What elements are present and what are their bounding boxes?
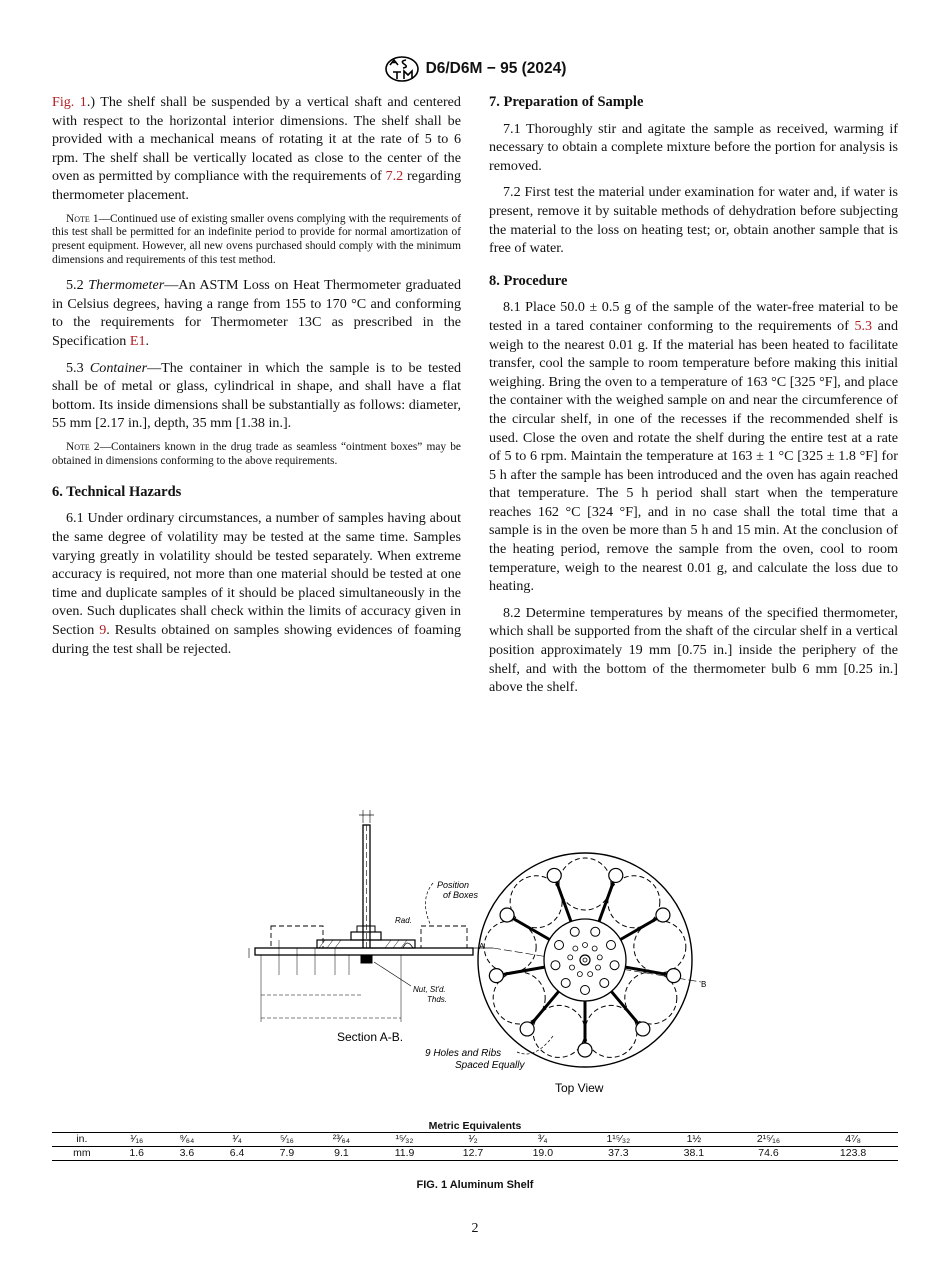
metric-equivalents-table <box>52 1132 898 1161</box>
shelf-rib <box>530 991 559 1025</box>
inner-hole <box>570 965 575 970</box>
paragraph-5-1-continued: Fig. 1.) The shelf shall be suspended by a vertical shaft and centered with respect to the horizontal interior dimensions. The shelf shall be provided with a mechanical means of rotating it at the rate of 5 to 6 rpm. The shelf shall be vertically located as close to the center of the oven as permitted by compliance with the requirements of 7.2 regarding thermometer placement. <box>52 94 461 203</box>
paragraph-7-1: 7.1 Thoroughly stir and agitate the sample as received, warming if necessary to obtain a complete mixture before the portion for analysis is removed. <box>489 120 898 174</box>
inch-cell: ¹⁄₁₆ <box>112 1133 162 1147</box>
mm-cell: 1.6 <box>129 1147 145 1159</box>
shelf-hole <box>520 1022 534 1036</box>
link-5-3[interactable]: 5.3 <box>854 317 873 334</box>
link-7-2[interactable]: 7.2 <box>385 168 404 185</box>
right-column <box>489 93 898 705</box>
label-thds: Thds. <box>427 995 448 1004</box>
inch-cell: 1½ <box>659 1133 729 1147</box>
top-view-labels <box>425 1048 604 1095</box>
label-nine-holes: 9 Holes and Ribs <box>425 1048 502 1059</box>
inch-cell: 1¹⁵⁄₃₂ <box>578 1133 659 1147</box>
inch-cell: ²³⁄₆₄ <box>312 1133 371 1147</box>
inch-cell: 2¹⁵⁄₁₆ <box>729 1133 808 1147</box>
paragraph-5-2: 5.2 Thermometer—An ASTM Loss on Heat Thermometer graduated in Celsius degrees, having a range from 155 to 170 °C and conforming to the requirements for Thermometer 13C as prescribed in the Specification E1. <box>52 277 461 349</box>
note-1-label: Note 1 <box>66 212 99 225</box>
hub-hole <box>551 961 560 970</box>
hub-hole <box>570 927 579 936</box>
shelf-hole <box>656 908 670 922</box>
mm-cell: 37.3 <box>608 1147 629 1159</box>
inner-hole <box>568 955 573 960</box>
hub-hole <box>581 986 590 995</box>
astm-logo-icon <box>384 56 420 82</box>
shelf-hole <box>636 1022 650 1036</box>
aluminum-shelf-figure <box>235 790 715 1105</box>
inch-cell: ¹⁵⁄₃₂ <box>371 1133 438 1147</box>
inner-hole <box>597 955 602 960</box>
paragraph-5-3: 5.3 Container—The container in which the sample is to be tested shall be of metal or glass, cylindrical in shape, and shall have a flat bottom. Its inside dimensions shall be substantially as follows: diameter, 55 mm [2.17 in.], depth, 35 mm [1.38 in.]. <box>52 359 462 432</box>
mm-cell: 19.0 <box>532 1147 554 1159</box>
shelf-hole <box>489 969 503 983</box>
shelf-rib <box>511 917 550 940</box>
inches-row <box>52 1133 898 1147</box>
shelf-rib <box>621 917 660 940</box>
link-fig-1[interactable]: Fig. 1 <box>52 94 87 110</box>
figure-caption: FIG. 1 Aluminum Shelf <box>416 1179 534 1191</box>
shelf-rib <box>500 967 544 975</box>
mm-cell: 7.9 <box>279 1147 295 1159</box>
inch-cell: ¹⁄₂ <box>438 1133 508 1147</box>
inch-cell: ⁵⁄₁₆ <box>262 1133 312 1147</box>
shelf-hole <box>578 1043 592 1057</box>
label-a: A <box>479 942 485 951</box>
inner-hole <box>583 943 588 948</box>
inner-hole <box>588 972 593 977</box>
heading-section-7: 7. Preparation of Sample <box>489 94 644 110</box>
inner-hole <box>595 965 600 970</box>
inch-cell: ³⁄₄ <box>508 1133 578 1147</box>
metric-equivalents-title: Metric Equivalents <box>428 1120 522 1132</box>
mm-cell: 12.7 <box>462 1147 484 1159</box>
mm-cell: 38.1 <box>683 1147 705 1159</box>
section-labels <box>337 880 706 1044</box>
page-number: 2 <box>471 1221 479 1236</box>
hub-hole <box>561 978 570 987</box>
top-view-drawing <box>478 853 701 1067</box>
mm-cell: 9.1 <box>334 1147 349 1159</box>
shelf-rib <box>556 879 571 921</box>
note-2-label: Note 2 <box>66 440 100 453</box>
mm-cell: 74.6 <box>758 1147 779 1159</box>
mm-row <box>52 1147 898 1161</box>
paragraph-8-1: 8.1 Place 50.0 ± 0.5 g of the sample of the water-free material to be tested in a tared container conforming to the requirements of 5.3 and weigh to the nearest 0.01 g. If the material has been heated to facilitate transfer, cool the sample to room temperature before making this initial weighing. Bring the oven to a temperature of 163 °C [325 °F], and place the container with the weighed sample on and near the circumference of the circular shelf, in one of the recesses if the recommended shelf is used. Close the oven and rotate the shelf during the entire test at a rate of 5 to 6 rpm. Maintain the temperature at 163 ± 1 °C [325 ± 1.8 °F] for 5 h after the sample has been introduced and the oven has again reached that temperature. The 5 h period shall start when the temperature reaches 162 °C [324 °F], and in no case shall the total time that a sample is in the oven be more than 5 h and 15 min. At the conclusion of the heating period, remove the sample from the oven, cool to room temperature, weigh to the nearest 0.01 g, and calculate the loss due to heating. <box>489 299 898 595</box>
hub-hole <box>610 961 619 970</box>
label-position: Position <box>437 880 470 890</box>
page-header <box>0 56 950 82</box>
label-of-boxes: of Boxes <box>443 890 479 900</box>
shelf-rib <box>611 991 640 1025</box>
shelf-hole <box>609 868 623 882</box>
mm-row-label: mm <box>73 1147 91 1159</box>
inch-cell: 4⁷⁄₈ <box>808 1133 898 1147</box>
label-rad: Rad. <box>395 916 412 925</box>
shelf-hole <box>667 969 681 983</box>
section-view-drawing <box>249 810 493 1022</box>
link-e1[interactable]: E1 <box>129 332 146 349</box>
note-2: Note 2—Containers known in the drug trade as seamless “ointment boxes” may be obtained in dimensions conforming to the above requirements. <box>52 440 461 467</box>
label-spaced-equally: Spaced Equally <box>455 1060 525 1071</box>
hub-hole <box>591 927 600 936</box>
paragraph-6-1: 6.1 Under ordinary circumstances, a number of samples having about the same degree of volatility may be tested at the same time. Samples varying greatly in volatility should be tested separately. When extreme accuracy is required, not more than one material should be tested at one time and duplicate samples of it should be placed simultaneously in the oven. Such duplicates shall check within the limits of accuracy given in Section 9. Results obtained on samples showing evidences of foaming during the test shall be rejected. <box>52 510 461 657</box>
mm-cell: 123.8 <box>839 1147 867 1159</box>
inches-row-label: in. <box>52 1133 112 1147</box>
document-id: D6/D6M − 95 (2024) <box>425 60 567 77</box>
mm-cell: 11.9 <box>394 1147 415 1159</box>
heading-section-6: 6. Technical Hazards <box>52 483 182 500</box>
label-top-view: Top View <box>555 1081 604 1095</box>
label-b: B <box>701 980 707 989</box>
inner-hole <box>577 972 582 977</box>
left-column <box>52 93 461 666</box>
box-position-outline <box>559 858 611 910</box>
hub-hole <box>600 978 609 987</box>
link-section-9[interactable]: 9 <box>99 621 107 638</box>
paragraph-8-2: 8.2 Determine temperatures by means of the specified thermometer, which shall be supported from the shaft of the circular shelf in a vertical position approximately 19 mm [0.75 in.] inside the periphery of the shelf, and with the bottom of the thermometer bulb 6 mm [0.25 in.] above the shelf. <box>489 604 898 696</box>
hub-hole <box>606 941 615 950</box>
label-section-ab: Section A-B. <box>337 1030 404 1044</box>
inner-hole <box>573 946 578 951</box>
note-1: Note 1—Continued use of existing smaller ovens complying with the requirements of this test shall be permitted for an indefinite period to provide for normal amortization of present equipment. However, all new ovens purchased should comply with the minimum dimensions and requirements of this test method. <box>52 212 461 267</box>
shelf-hole <box>500 908 514 922</box>
heading-section-8: 8. Procedure <box>489 272 568 289</box>
inner-hole <box>592 946 597 951</box>
paragraph-7-2: 7.2 First test the material under examination for water and, if water is present, remove it by suitable methods of dehydration before subjecting the material to the loss on heating test; or, obtain another sample that is free of water. <box>489 184 898 257</box>
shelf-hole <box>547 868 561 882</box>
inch-cell: ⁹⁄₆₄ <box>162 1133 212 1147</box>
inch-cell: ¹⁄₄ <box>212 1133 262 1147</box>
mm-cell: 6.4 <box>229 1147 245 1159</box>
hub-hole <box>555 941 564 950</box>
label-nut: Nut, St'd. <box>413 985 446 994</box>
mm-cell: 3.6 <box>179 1147 195 1159</box>
shelf-rib <box>625 967 669 975</box>
